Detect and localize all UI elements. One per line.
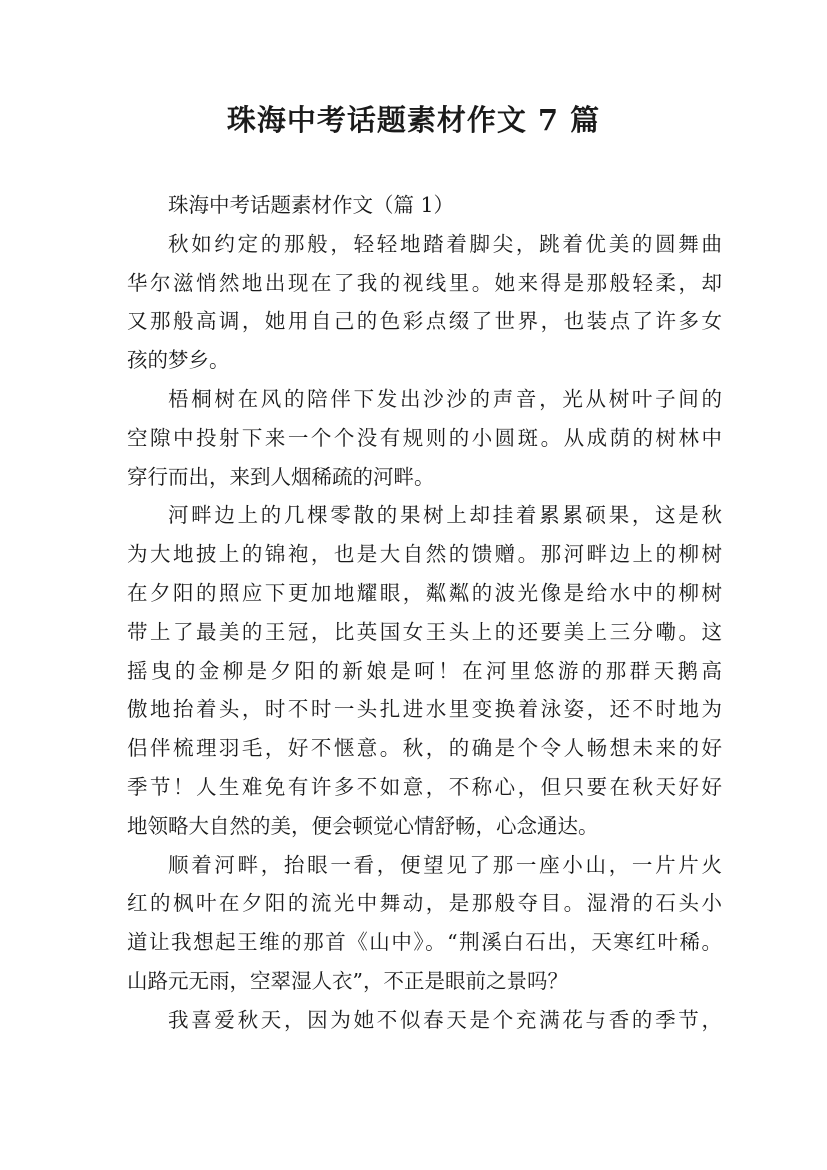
text-line: 又那般高调，她用自己的色彩点缀了世界，也装点了许多女	[127, 309, 722, 334]
text-line: 梧桐树在风的陪伴下发出沙沙的声音，光从树叶子间的	[168, 386, 722, 411]
text-line: 孩的梦乡。	[127, 348, 230, 373]
text-line: 空隙中投射下来一个个没有规则的小圆斑。从成荫的树林中	[127, 425, 722, 450]
text-line: 穿行而出，来到人烟稀疏的河畔。	[127, 464, 435, 489]
text-line: 华尔滋悄然地出现在了我的视线里。她来得是那般轻柔，却	[127, 270, 722, 295]
text-line: 在夕阳的照应下更加地耀眼，粼粼的波光像是给水中的柳树	[127, 580, 722, 605]
text-line: 侣伴梳理羽毛，好不惬意。秋，的确是个令人畅想未来的好	[127, 736, 722, 761]
text-line: 道让我想起王维的那首《山中》。“荆溪白石出，天寒红叶稀。	[127, 930, 722, 955]
text-line: 季节！人生难免有许多不如意，不称心，但只要在秋天好好	[127, 774, 722, 799]
text-line: 带上了最美的王冠，比英国女王头上的还要美上三分嘞。这	[127, 619, 722, 644]
document-body	[127, 186, 722, 1040]
text-line: 我喜爱秋天，因为她不似春天是个充满花与香的季节，	[168, 1007, 722, 1032]
text-line: 傲地抬着头，时不时一头扎进水里变换着泳姿，还不时地为	[127, 697, 722, 722]
text-line: 摇曳的金柳是夕阳的新娘是呵！在河里悠游的那群天鹅高	[127, 658, 722, 683]
text-line: 顺着河畔，抬眼一看，便望见了那一座小山，一片片火	[168, 852, 722, 877]
document-title: 珠海中考话题素材作文 7 篇	[226, 103, 601, 137]
text-line: 秋如约定的那般，轻轻地踏着脚尖，跳着优美的圆舞曲	[168, 231, 722, 256]
text-line: 河畔边上的几棵零散的果树上却挂着累累硕果，这是秋	[168, 503, 722, 528]
text-line: 为大地披上的锦袍，也是大自然的馈赠。那河畔边上的柳树	[127, 542, 722, 567]
text-line: 地领略大自然的美，便会顿觉心情舒畅，心念通达。	[127, 813, 599, 838]
section-heading: 珠海中考话题素材作文（篇 1）	[168, 193, 455, 217]
text-line: 红的枫叶在夕阳的流光中舞动，是那般夺目。湿滑的石头小	[127, 891, 722, 916]
text-line: 山路元无雨，空翠湿人衣”，不正是眼前之景吗？	[127, 968, 568, 993]
